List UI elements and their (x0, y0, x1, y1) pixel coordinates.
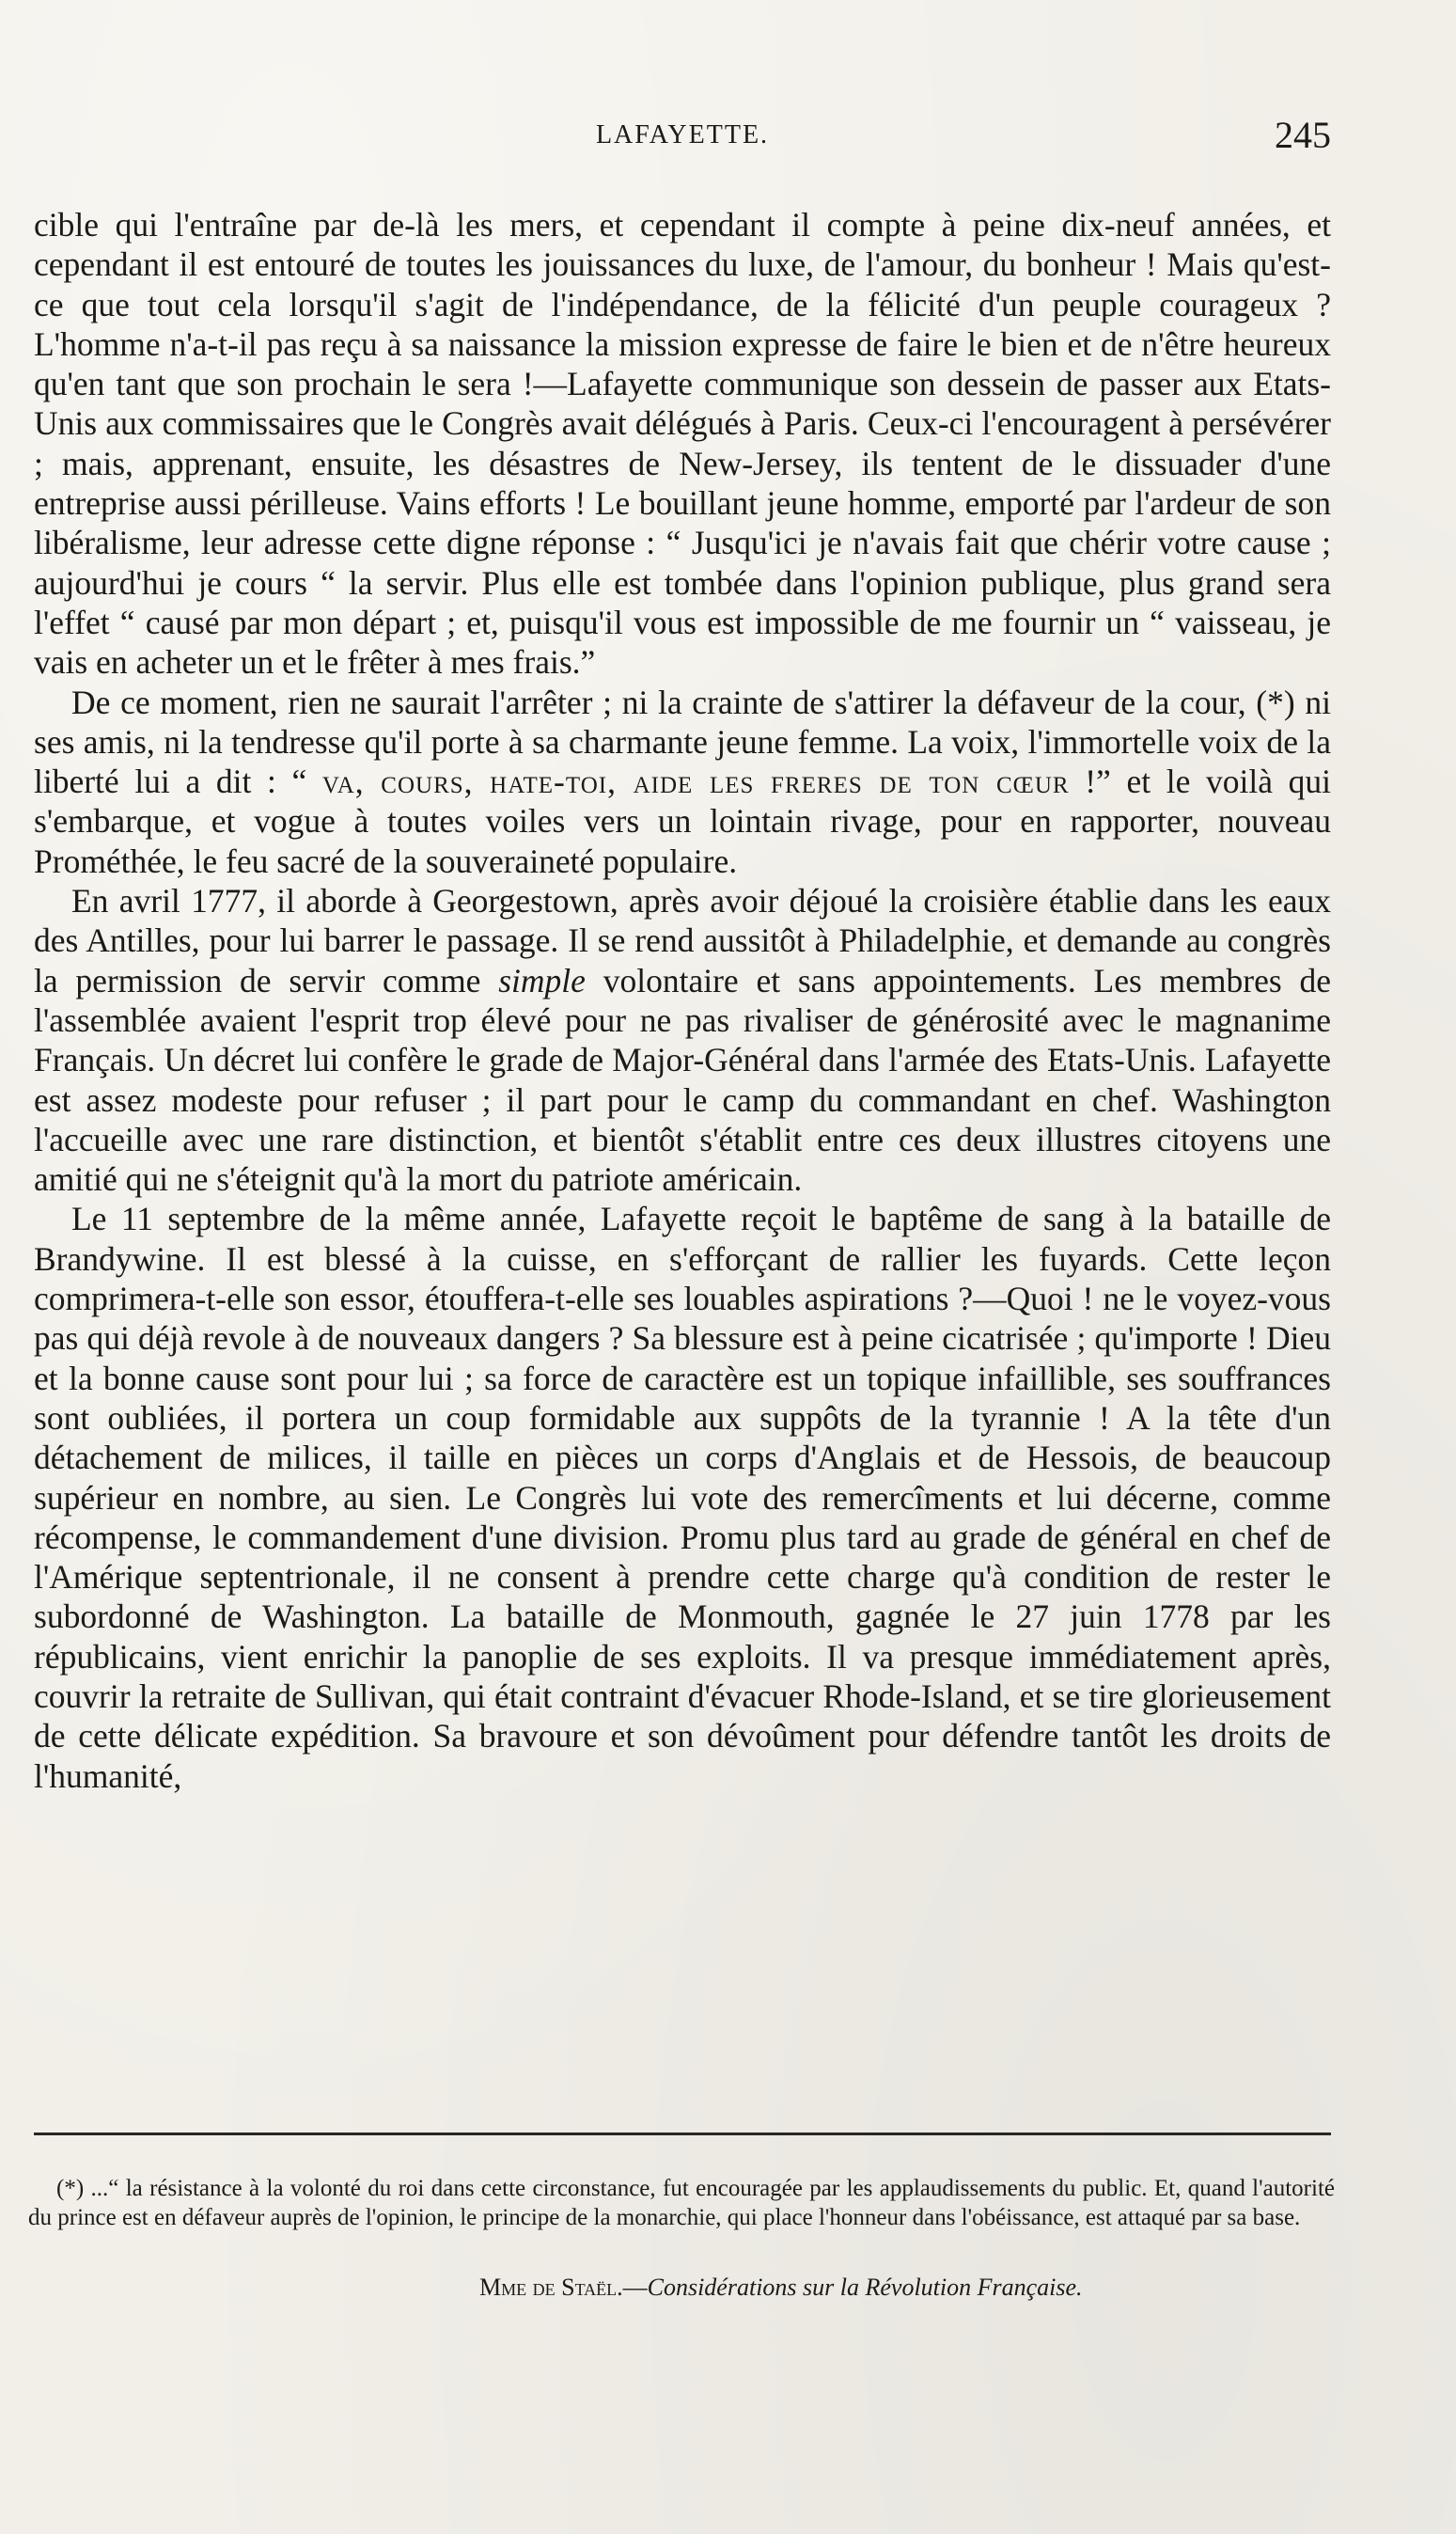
paragraph (34, 683, 1331, 881)
footnote-text: (*) ...“ la résistance à la volonté du roi dans cette circonstance, fut encouragée par les applaudissements du public. Et, quand l'autorité du prince est en défaveur auprès de l'opinion, le principe de la monarchie, qui place l'honneur dans l'obéissance, est attaqué par sa base. (28, 2176, 1335, 2230)
paragraph (34, 881, 1331, 1199)
footnote-author: Mme de Staël. (479, 2274, 623, 2301)
paragraph-text: !” et le voilà qui s'embarque, et vogue à toutes voiles vers un lointain rivage, pour en rapporter, nouveau Prométhée, le feu sacré de la souveraineté populaire. (34, 763, 1331, 880)
paragraph-text: cible qui l'entraîne par de-là les mers, et cependant il compte à peine dix-neuf années, et cependant il est entouré de toutes les jouissances du luxe, de l'amour, du bonheur ! Mais qu'est-ce que tout cela lorsqu'il s'agit de l'indépendance, de la félicité d'un peuple courageux ? L'homme n'a-t-il pas reçu à sa naissance la mission expresse de faire le bien et de n'être heureux qu'en tant que son prochain le sera !—Lafayette communique son dessein de passer aux Etats-Unis aux commissaires que le Congrès avait délégués à Paris. Ceux-ci l'encouragent à persévérer ; mais, apprenant, ensuite, les désastres de New-Jersey, ils tentent de le dissuader d'une entreprise aussi périlleuse. Vains efforts ! Le bouillant jeune homme, emporté par l'ardeur de son libéralisme, leur adresse cette digne réponse : “ Jusqu'ici je n'avais fait que chérir votre cause ; aujourd'hui je cours “ la servir. Plus elle est tombée dans l'opinion publique, plus grand sera l'effet “ causé par mon départ ; et, puisqu'il vous est impossible de me fournir un “ vaisseau, je vais en acheter un et le frêter à mes frais.” (34, 206, 1331, 682)
paragraph-text: En avril 1777, il aborde à Georgestown, après avoir déjoué la croisière établie dans les eaux des Antilles, pour lui barrer le passage. Il se rend aussitôt à Philadelphie, et demande au congrès la permission de servir comme (34, 882, 1331, 999)
small-caps-text: va, cours, hate-toi, aide les freres de ton cœur (321, 763, 1070, 801)
body-text (34, 205, 1331, 1796)
page-header (34, 114, 1331, 167)
paragraph-text: volontaire et sans appointements. Les membres de l'assemblée avaient l'esprit trop élevé pour ne pas rivaliser de générosité avec le magnanime Français. Un décret lui confère le grade de Major-Général dans l'armée des Etats-Unis. Lafayette est assez modeste pour refuser ; il part pour le camp du commandant en chef. Washington l'accueille avec une rare distinction, et bientôt s'établit entre ces deux illustres citoyens une amitié qui ne s'éteignit qu'à la mort du patriote américain. (34, 961, 1331, 1199)
paragraph-text: De ce moment, rien ne saurait l'arrêter ; ni la crainte de s'attirer la défaveur de la cour, (*) ni ses amis, ni la tendresse qu'il porte à sa charmante jeune femme. La voix, l'immortelle voix de la liberté lui a dit : “ (34, 683, 1331, 801)
running-title: LAFAYETTE. (595, 120, 770, 150)
footnote (28, 2174, 1335, 2232)
paragraph (34, 1199, 1331, 1795)
paragraph-text: Le 11 septembre de la même année, Lafayette reçoit le baptême de sang à la bataille de Brandywine. Il est blessé à la cuisse, en s'efforçant de rallier les fuyards. Cette leçon comprimera-t-elle son essor, étouffera-t-elle ses louables aspirations ?—Quoi ! ne le voyez-vous pas qui déjà revole à de nouveaux dangers ? Sa blessure est à peine cicatrisée ; qu'importe ! Dieu et la bonne cause sont pour lui ; sa force de caractère est un topique infaillible, ses souffrances sont oubliées, il portera un coup formidable aux suppôts de la tyrannie ! A la tête d'un détachement de milices, il taille en pièces un corps d'Anglais et de Hessois, de beaucoup supérieur en nombre, au sien. Le Congrès lui vote des remercîments et lui décerne, comme récompense, le commandement d'une division. Promu plus tard au grade de général en chef de l'Amérique septentrionale, il ne consent à prendre cette charge qu'à condition de rester le subordonné de Washington. La bataille de Monmouth, gagnée le 27 juin 1778 par les républicains, vient enrichir la panoplie de ses exploits. Il va presque immédiatement après, couvrir la retraite de Sullivan, qui était contraint d'évacuer Rhode-Island, et se tire glorieusement de cette délicate expédition. Sa bravoure et son dévoûment pour défendre tantôt les droits de l'humanité, (34, 1200, 1331, 1795)
footnote-work: Considérations sur la Révolution Française. (647, 2274, 1083, 2301)
footnote-attribution (479, 2274, 1260, 2302)
paragraph (34, 205, 1331, 683)
footnote-dash: — (622, 2274, 648, 2301)
italic-text: simple (498, 961, 586, 999)
footnote-divider (34, 2133, 1331, 2135)
page-number: 245 (1275, 114, 1331, 156)
